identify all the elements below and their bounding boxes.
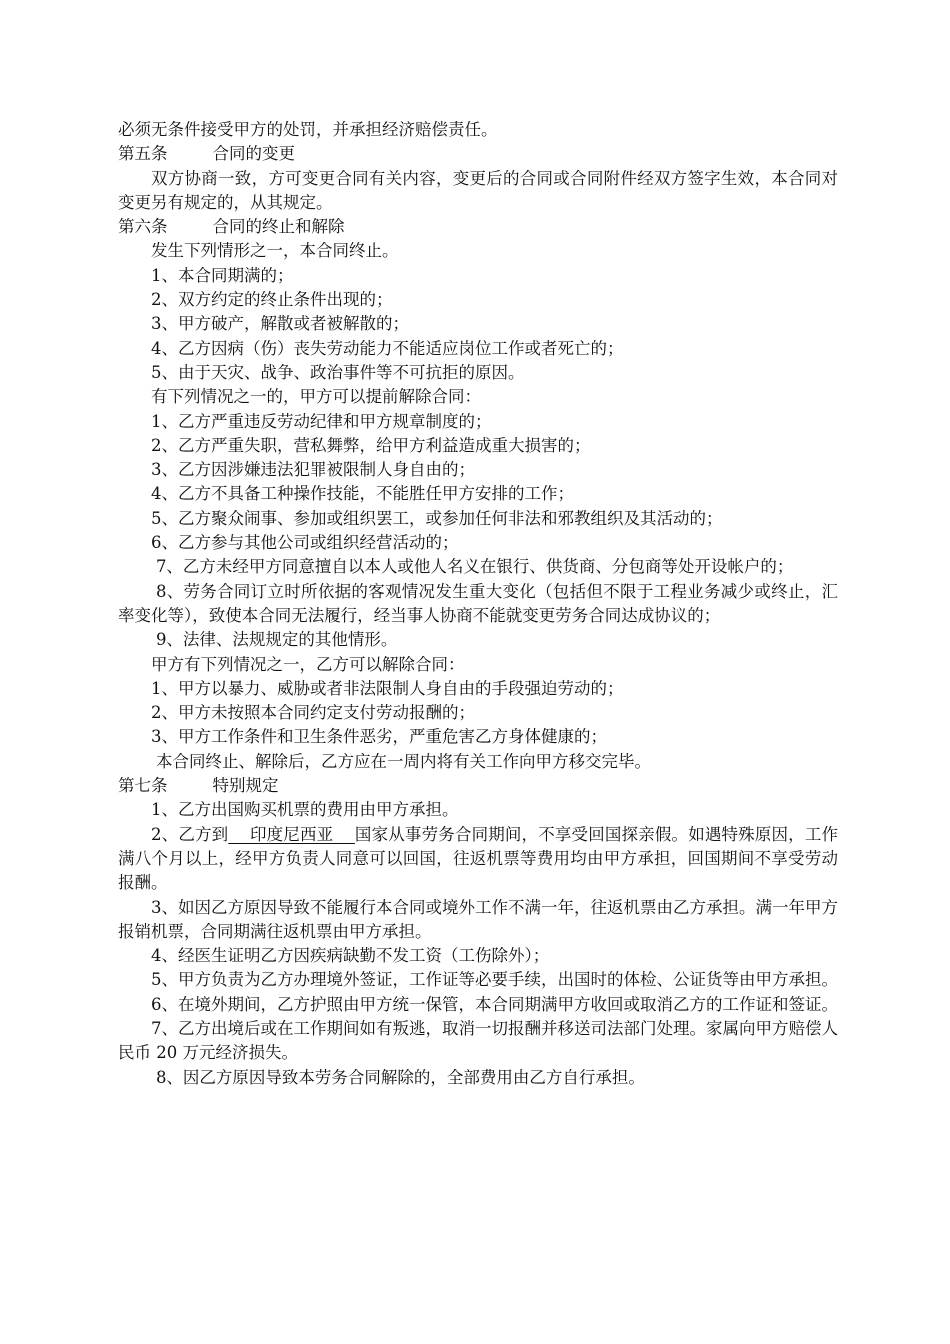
party-b-rescission-intro: 甲方有下列情况之一，乙方可以解除合同：: [151, 654, 465, 674]
special-item: 3、如因乙方原因导致不能履行本合同或境外工作不满一年，往返机票由乙方承担。满一年甲方报销机票，合同期满往返机票由甲方承担。: [118, 897, 838, 941]
handover-clause: 本合同终止、解除后，乙方应在一周内将有关工作向甲方移交完毕。: [155, 751, 651, 771]
article-5-heading: [118, 142, 838, 166]
list-item: 7、乙方未经甲方同意擅自以本人或他人名义在银行、供货商、分包商等处开设帐户的；: [155, 557, 794, 577]
list-item: 1、本合同期满的；: [151, 265, 294, 285]
special-item-rest: 国家从事劳务合同期间，不享受回国探亲假。如遇特殊原因，工作满八个月以上，经甲方负责人同意可以回国，往返机票等费用均由甲方承担，回国期间不享受劳动报酬。: [118, 824, 839, 893]
special-item: [118, 823, 838, 896]
list-item: 5、由于天灾、战争、政治事件等不可抗拒的原因。: [151, 362, 525, 382]
special-item: 4、经医生证明乙方因疾病缺勤不发工资（工伤除外）；: [151, 946, 550, 966]
article-7-heading: [118, 774, 838, 798]
list-item: 5、乙方聚众闹事、参加或组织罢工，或参加任何非法和邪教组织及其活动的；: [151, 508, 723, 528]
article-title: 合同的变更: [212, 144, 295, 164]
termination-intro: 发生下列情形之一，本合同终止。: [151, 241, 399, 261]
article-6-heading: [118, 215, 838, 239]
special-item: 7、乙方出境后或在工作期间如有叛逃，取消一切报酬并移送司法部门处理。家属向甲方赔偿人民币 20 万元经济损失。: [118, 1018, 838, 1063]
list-item: 3、乙方因涉嫌违法犯罪被限制人身自由的；: [151, 460, 475, 480]
special-item: 1、乙方出国购买机票的费用由甲方承担。: [151, 800, 459, 820]
special-item: 5、甲方负责为乙方办理境外签证，工作证等必要手续，出国时的体检、公证货等由甲方承担。: [151, 970, 838, 990]
list-item: 1、甲方以暴力、威胁或者非法限制人身自由的手段强迫劳动的；: [151, 678, 624, 698]
list-item: 1、乙方严重违反劳动纪律和甲方规章制度的；: [151, 411, 492, 431]
article-number: 第七条: [118, 776, 168, 796]
party-a-rescission-intro: 有下列情况之一的，甲方可以提前解除合同：: [151, 387, 481, 407]
article-number: 第六条: [118, 217, 168, 237]
article-title: 合同的终止和解除: [212, 217, 345, 237]
list-item: 3、甲方工作条件和卫生条件恶劣，严重危害乙方身体健康的；: [151, 727, 607, 747]
list-item: 8、劳务合同订立时所依据的客观情况发生重大变化（包括但不限于工程业务减少或终止，汇率变化等），致使本合同无法履行，经当事人协商不能就变更劳务合同达成协议的；: [118, 581, 838, 625]
list-item: 9、法律、法规规定的其他情形。: [155, 630, 398, 650]
article-title: 特别规定: [212, 776, 279, 796]
special-item: 8、因乙方原因导致本劳务合同解除的，全部费用由乙方自行承担。: [155, 1067, 645, 1087]
special-item-prefix: 2、乙方到: [151, 824, 229, 844]
list-item: 4、乙方不具备工种操作技能，不能胜任甲方安排的工作；: [151, 484, 574, 504]
article-5-body: 双方协商一致，方可变更合同有关内容，变更后的合同或合同附件经双方签字生效，本合同对变更另有规定的，从其规定。: [118, 168, 838, 212]
list-item: 4、乙方因病（伤）丧失劳动能力不能适应岗位工作或者死亡的；: [151, 338, 624, 358]
special-item: 6、在境外期间，乙方护照由甲方统一保管，本合同期满甲方收回或取消乙方的工作证和签证。: [151, 994, 838, 1014]
list-item: 2、双方约定的终止条件出现的；: [151, 290, 393, 310]
paragraph-continued: 必须无条件接受甲方的处罚，并承担经济赔偿责任。: [118, 120, 498, 139]
list-item: 2、甲方未按照本合同约定支付劳动报酬的；: [151, 703, 475, 723]
list-item: 2、乙方严重失职，营私舞弊，给甲方利益造成重大损害的；: [151, 435, 591, 455]
list-item: 3、甲方破产，解散或者被解散的；: [151, 314, 409, 334]
article-number: 第五条: [118, 144, 168, 164]
country-blank: 印度尼西亚: [228, 824, 355, 844]
contract-page: [118, 118, 838, 1090]
list-item: 6、乙方参与其他公司或组织经营活动的；: [151, 533, 459, 553]
